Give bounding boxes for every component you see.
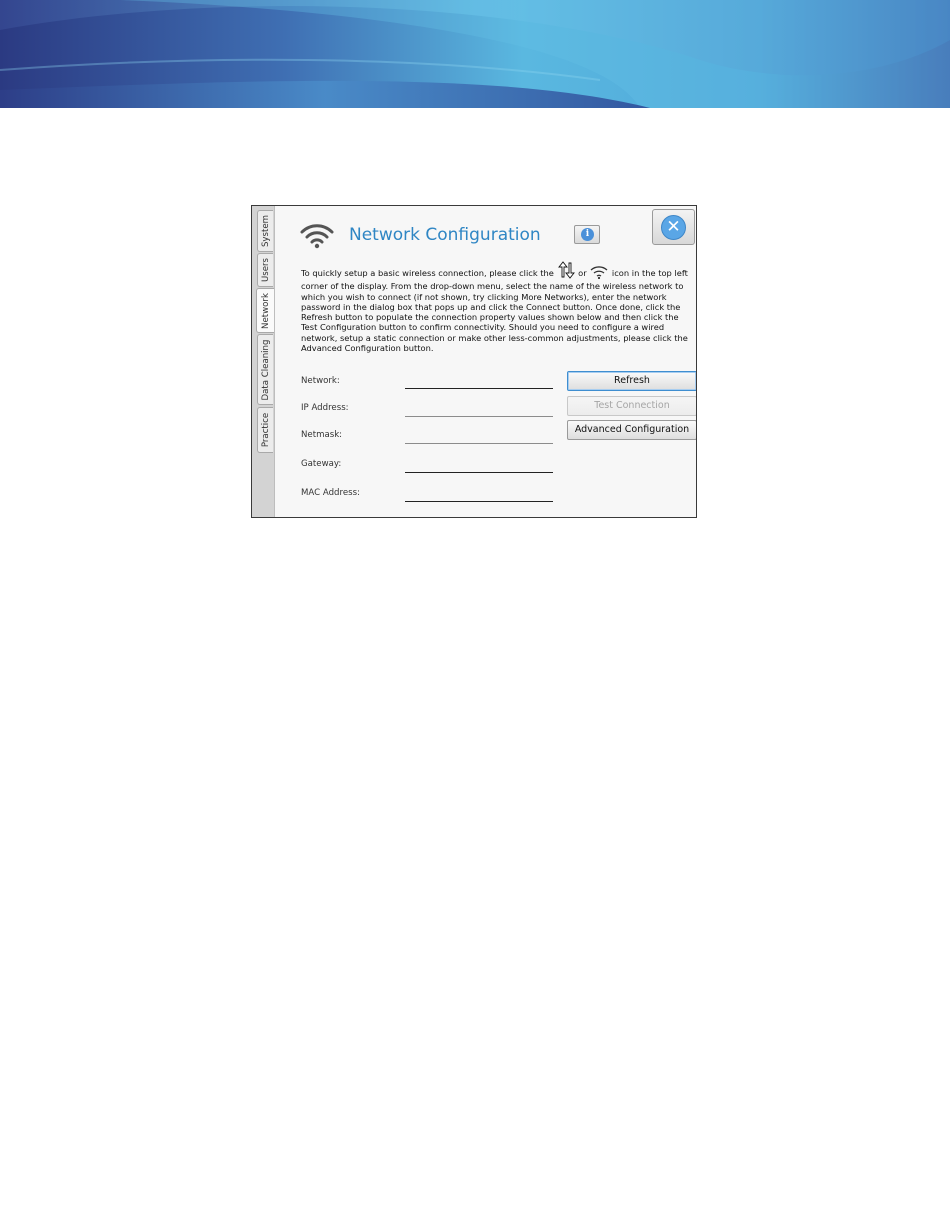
network-panel	[275, 206, 696, 517]
tab-label: Network	[260, 292, 271, 329]
network-config-screenshot	[251, 205, 697, 518]
info-icon: i	[581, 228, 594, 241]
page-title: Network Configuration	[349, 225, 541, 245]
info-button[interactable]	[574, 225, 600, 244]
test-connection-button[interactable]: Test Connection	[567, 396, 697, 416]
instructions-text	[301, 261, 691, 353]
instructions-or: or	[575, 268, 590, 278]
advanced-configuration-button[interactable]: Advanced Configuration	[567, 420, 697, 440]
vertical-tab-bar	[252, 206, 275, 517]
tab-label: System	[260, 214, 271, 248]
netmask-label: Netmask:	[301, 430, 343, 440]
ip-address-field	[405, 416, 553, 417]
close-icon: ✕	[661, 215, 686, 240]
tab-network[interactable]	[256, 288, 274, 333]
instructions-part-2: icon in the top left corner of the display. From the drop-down menu, select the name of the wireless network to which you wish to connect (if not shown, try clicking More Networks), enter the network password in the dialog box that pops up and click the Connect button. Once done, click the Refresh button to populate the connection property values shown below and then click the Test Configuration button to confirm connectivity. Should you need to configure a wired network, setup a static connection or make other less-common adjustments, please click the Advanced Configuration button.	[301, 268, 688, 354]
mac-address-label: MAC Address:	[301, 488, 360, 498]
wifi-icon	[589, 265, 609, 281]
tab-label: Practice	[260, 412, 271, 448]
close-button[interactable]	[652, 209, 695, 245]
network-label: Network:	[301, 376, 340, 386]
ip-address-label: IP Address:	[301, 403, 349, 413]
gateway-label: Gateway:	[301, 459, 342, 469]
tab-data-cleaning[interactable]	[257, 334, 273, 405]
wifi-icon	[299, 221, 335, 253]
refresh-button[interactable]: Refresh	[567, 371, 697, 391]
header-banner	[0, 0, 950, 108]
tab-label: Users	[260, 257, 271, 283]
netmask-field	[405, 443, 553, 444]
instructions-part-1: To quickly setup a basic wireless connection, please click the	[301, 268, 557, 278]
mac-address-field	[405, 501, 553, 502]
tab-label: Data Cleaning	[260, 339, 271, 400]
gateway-field	[405, 472, 553, 473]
network-arrows-icon	[557, 261, 576, 281]
network-field	[405, 388, 553, 389]
tab-system[interactable]	[257, 210, 273, 252]
tab-users[interactable]	[257, 253, 273, 287]
tab-practice[interactable]	[257, 407, 273, 453]
